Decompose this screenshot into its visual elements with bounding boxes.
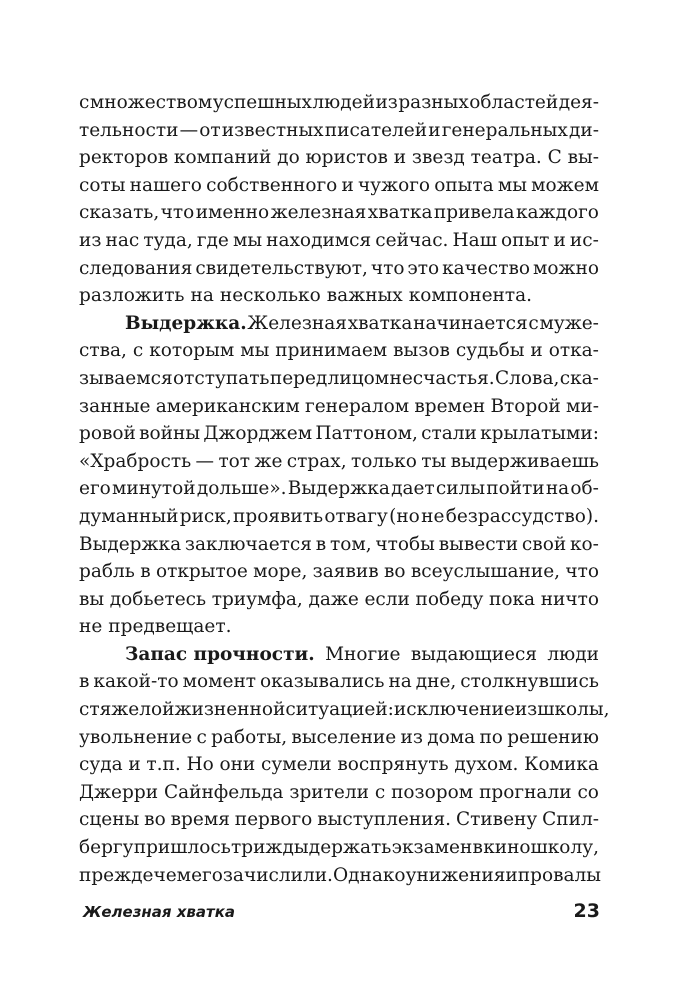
text-line: Запас прочности. Многие выдающиеся люди (79, 641, 599, 669)
text-line: думанный риск, проявить отвагу (но не безрассудство). (79, 505, 599, 527)
paragraph-3 (79, 641, 610, 889)
text-line: с множеством успешных людей из разных областей дея- (79, 92, 599, 113)
text-line: зываемся отступать перед лицом несчастья. Слова, ска- (79, 367, 599, 389)
text-line: бергу пришлось трижды держать экзамен в киношколу, (79, 837, 599, 859)
text-line: суда и т.п. Но они сумели воспрянуть духом. Комика (79, 754, 599, 776)
page-body (79, 89, 610, 889)
text-line: увольнение с работы, выселение из дома по решению (79, 726, 599, 748)
text-line: ства, с которым мы принимаем вызов судьбы и отка- (79, 340, 599, 362)
text-line: в какой-то момент оказывались на дне, столкнувшись (79, 671, 599, 693)
paragraph-2 (79, 310, 599, 641)
text-line: тельности — от известных писателей и генеральных ди- (79, 119, 599, 141)
text-line: Выдержка заключается в том, чтобы вывести свой ко- (79, 533, 599, 555)
text-line: сцены во время первого выступления. Стивену Спил- (79, 809, 599, 831)
text-line: следования свидетельствуют, что это качество можно (79, 257, 599, 279)
paragraph-lead: Выдержка. (125, 312, 247, 334)
text-line: прежде чем его зачислили. Однако унижения и провалы (79, 864, 601, 886)
text-line: Выдержка. Железная хватка начинается с муже- (79, 310, 599, 338)
text-line: с тяжелой жизненной ситуацией: исключение из школы, (79, 699, 610, 721)
text-line: из нас туда, где мы находимся сейчас. Наш опыт и ис- (79, 229, 599, 251)
text-line: соты нашего собственного и чужого опыта мы можем (79, 174, 599, 196)
page-number: 23 (573, 900, 600, 922)
paragraph-lead: Запас прочности. (125, 643, 315, 665)
text-line: его минутой дольше». Выдержка дает силы пойти на об- (79, 478, 599, 500)
text-line: рабль в открытое море, заявив во всеуслышание, что (79, 561, 599, 583)
text-line: не предвещает. (79, 616, 232, 638)
paragraph-1 (79, 89, 599, 310)
text-line: ровой войны Джорджем Паттоном, стали крылатыми: (79, 423, 599, 445)
text-line: вы добьетесь триумфа, даже если победу пока ничто (79, 588, 599, 610)
page-footer (83, 900, 600, 922)
text-line: Джерри Сайнфельда зрители с позором прогнали со (79, 781, 599, 803)
text-line: ректоров компаний до юристов и звезд театра. С вы- (79, 147, 599, 169)
text-line: «Храбрость — тот же страх, только ты выдерживаешь (79, 450, 599, 472)
running-title: Железная хватка (83, 903, 236, 921)
text-line: занные американским генералом времен Второй ми- (79, 395, 599, 417)
text-line: сказать, что именно железная хватка привела каждого (79, 202, 599, 224)
text-line: разложить на несколько важных компонента. (79, 285, 533, 307)
